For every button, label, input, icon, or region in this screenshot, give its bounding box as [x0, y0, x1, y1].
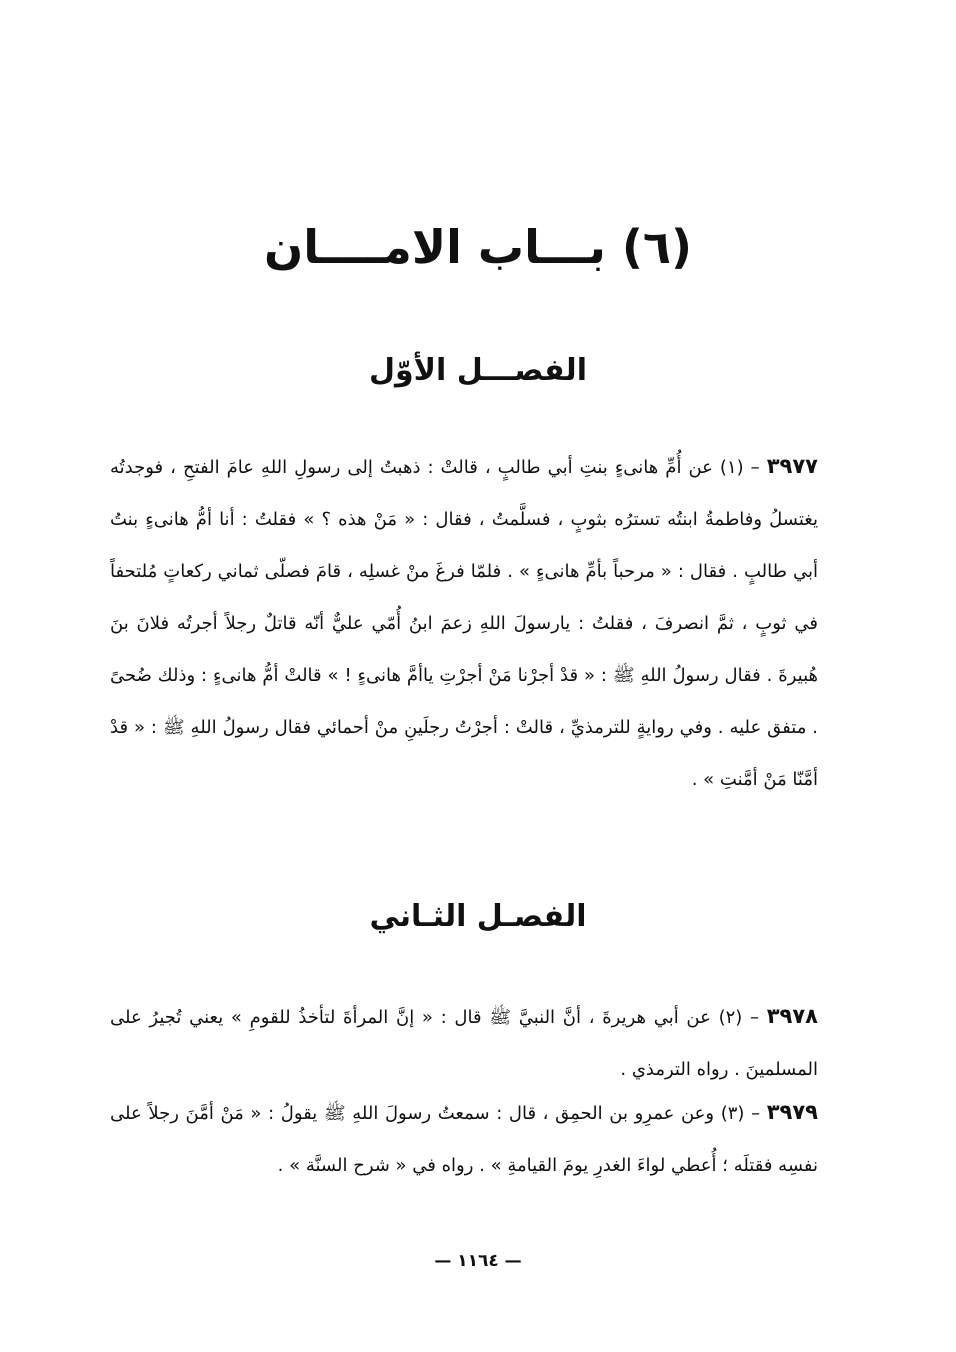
- chapter-title: (٦) بـــاب الامــــان: [263, 220, 693, 274]
- hadith-number: ٣٩٧٩: [766, 1100, 818, 1124]
- hadith-text: – (٣) وعن عمرِو بن الحمِق ، قال : سمعتُ رسولَ اللهِ ﷺ يقولُ : « مَنْ أمَّنَ رجلاً على نفسِه فقتلَه ؛ أُعطي لواءَ الغدرِ يومَ القيامةِ » . رواه في « شرح السنَّة » .: [110, 1103, 818, 1176]
- page-number: — ١١٦٤ —: [434, 1251, 522, 1271]
- hadith-paragraph: [110, 440, 818, 806]
- hadith-number: ٣٩٧٨: [766, 1004, 818, 1028]
- hadith-text: – (١) عن أُمِّ هانىءٍ بنتِ أبي طالبٍ ، قالتْ : ذهبتُ إلى رسولِ اللهِ عامَ الفتحِ ، فوجدتُه يغتسلُ وفاطمةُ ابنتُه تسترُه بثوبٍ ، فسلَّمتُ ، فقال : « مَنْ هذه ؟ » فقلتُ : أنا أمُّ هانىءٍ بنتُ أبي طالبٍ . فقال : « مرحباً بأمِّ هانىءٍ » . فلمّا فرغَ منْ غسلِه ، قامَ فصلّى ثماني ركعاتٍ مُلتحفاً في ثوبٍ ، ثمَّ انصرفَ ، فقلتُ : يارسولَ اللهِ زعمَ ابنُ أُمّي عليٌّ أنّه قاتلٌ رجلاً أجرتُه فلانَ بنَ هُبيرةَ . فقال رسولُ اللهِ ﷺ : « قدْ أجرْنا مَنْ أجرْتِ ياأمَّ هانىءٍ ! » قالتْ أمُّ هانىءٍ : وذلك ضُحىً . متفق عليه . وفي روايةٍ للترمذيِّ ، قالتْ : أجرْتُ رجلَينِ منْ أحمائي فقال رسولُ اللهِ ﷺ : « قدْ أمَّنّا مَنْ أمَّنتِ » .: [110, 457, 818, 790]
- section-title-first: الفصـــل الأوّل: [369, 353, 587, 388]
- hadith-paragraph: [110, 990, 818, 1096]
- hadith-number: ٣٩٧٧: [766, 454, 818, 478]
- hadith-paragraph: [110, 1086, 818, 1192]
- section-title-second: الفصـل الثـاني: [369, 899, 587, 934]
- hadith-text: – (٢) عن أبي هريرةَ ، أنَّ النبيَّ ﷺ قال : « إنَّ المرأةَ لتأخذُ للقومِ » يعني تُجيرُ على المسلمينَ . رواه الترمذي .: [110, 1007, 818, 1080]
